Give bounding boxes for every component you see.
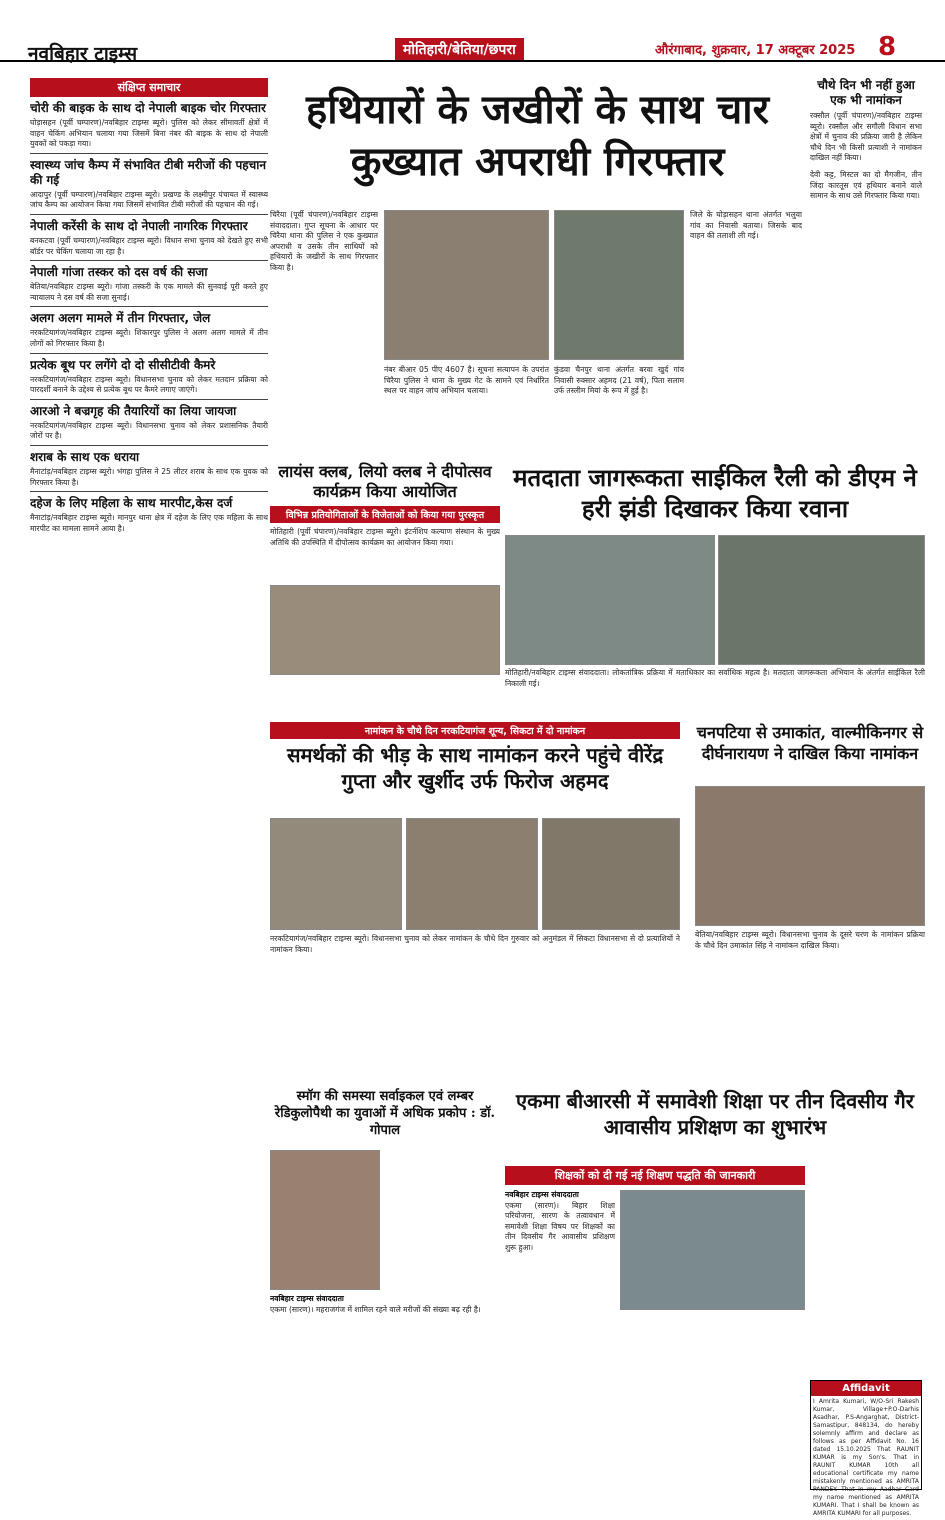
brief-story: [30, 265, 268, 303]
cycle-rally-photo-1: [505, 535, 715, 665]
story-body: नरकटियागंज/नवबिहार टाइम्स ब्यूरो। विधानसभा चुनाव को लेकर प्रशासनिक तैयारी जोरों पर है।: [30, 420, 268, 441]
champatia-headline: चनपटिया से उमाकांत, वाल्मीकिनगर से दीर्घनारायण ने दाखिल किया नामांकन: [696, 723, 924, 763]
cycle-rally-headline-box: [505, 462, 925, 532]
story-body: नरकटियागंज/नवबिहार टाइम्स ब्यूरो। शिकारपुर पुलिस ने अलग अलग मामले में तीन लोगों को गिरफ्तार किया है।: [30, 328, 268, 348]
story-body: मैनाटांड़/नवबिहार टाइम्स ब्यूरो। मानपुर थाना क्षेत्र में दहेज के लिए एक महिला के साथ मारपीट का मामला सामने आया है।: [30, 513, 268, 533]
story-body: बेतिया/नवबिहार टाइम्स ब्यूरो। गांजा तस्करी के एक मामले की सुनवाई पूरी करते हुए न्यायालय ने दस वर्ष की सजा सुनाई।: [30, 282, 268, 302]
story-headline: प्रत्येक बूथ पर लगेंगे दो दो सीसीटीवी कैमरे: [30, 357, 216, 372]
brief-story: [30, 101, 268, 150]
right-story-body: रक्सौल (पूर्वी चंपारण)/नवबिहार टाइम्स ब्यूरो। रक्सौल और सगौली विधान सभा क्षेत्रों में चुनाव की प्रक्रिया जारी है लेकिन चौथे दिन भी किसी प्रत्याशी ने नामांकन दाखिल नहीं किया।: [810, 111, 922, 163]
lions-club-story: [270, 462, 500, 582]
champatia-body: बेतिया/नवबिहार टाइम्स ब्यूरो। विधानसभा चुनाव के दूसरे चरण के नामांकन प्रक्रिया के चौथे दिन उमाकांत सिंह ने नामांकन दाखिल किया।: [695, 930, 925, 950]
nomination-body: नरकटियागंज/नवबिहार टाइम्स ब्यूरो। विधानसभा चुनाव को लेकर नामांकन के चौथे दिन गुरुवार को अनुमंडल में सिकटा विधानसभा से दो प्रत्याशियों ने नामांकन किया।: [270, 934, 680, 954]
dateline: औरंगाबाद, शुक्रवार, 17 अक्टूबर 2025: [655, 43, 856, 58]
story-body: आदापुर (पूर्वी चम्पारण)/नवबिहार टाइम्स ब्यूरो। प्रखण्ड के लक्ष्मीपुर पंचायत में स्वास्थ्य जांच कैम्प का आयोजन किया गया जिसमें संभावित टीबी मरीजों की पहचान की गई।: [30, 189, 268, 210]
nomination-photo-2: [406, 818, 538, 930]
story-headline: दहेज के लिए महिला के साथ मारपीट,केस दर्ज: [30, 496, 233, 511]
smog-body: एकमा (सारण)। महराजगंज में शामिल रहने वाले मरीजों की संख्या बढ़ रही है।: [270, 1304, 481, 1314]
lions-club-headline: लायंस क्लब, लियो क्लब ने दीपोत्सव कार्यक्रम किया आयोजित: [278, 462, 492, 501]
smog-byline: नवबिहार टाइम्स संवाददाता: [270, 1294, 344, 1303]
divider: [30, 353, 268, 354]
divider: [30, 306, 268, 307]
story-body: नरकटियागंज/नवबिहार टाइम्स ब्यूरो। विधानसभा चुनाव को लेकर मतदान प्रक्रिया को पारदर्शी बनाने के उद्देश्य से प्रत्येक बूथ पर कैमरे लगाए जाएंगे।: [30, 374, 268, 395]
lead-story-col-4: जिले के घोड़ासहन थाना अंतर्गत भलुवा गांव का निवासी बताया। जिसके बाद वाहन की तलाशी ली गई।: [690, 210, 802, 241]
lead-story-col-3: कुंडवा चैनपुर थाना अंतर्गत बरवा खुर्द गांव निवासी रुक्सार अहमद (21 वर्ष), पिता सलाम उर्फ तस्लीम मियां के रूप में हुई है।: [554, 365, 684, 396]
brief-story: [30, 358, 268, 396]
story-headline: शराब के साथ एक धराया: [30, 449, 140, 464]
lions-club-strap: विभिन्न प्रतियोगिताओं के विजेताओं को किया गया पुरस्कृत: [270, 506, 500, 523]
section-label: मोतिहारी/बेतिया/छपरा: [395, 38, 524, 60]
masthead: [0, 0, 945, 65]
brief-story: [30, 311, 268, 349]
divider: [30, 399, 268, 400]
nomination-photo-3: [542, 818, 680, 930]
champatia-photo: [695, 786, 925, 926]
story-headline: नेपाली गांजा तस्कर को दस वर्ष की सजा: [30, 265, 208, 280]
smog-story: [270, 1294, 500, 1484]
smog-photo: [270, 1150, 380, 1290]
brief-story: [30, 158, 268, 211]
lead-headline: हथियारों के जखीरों के साथ चार कुख्यात अपराधी गिरफ्तार: [305, 86, 770, 185]
divider: [30, 260, 268, 261]
right-story-continued: देवी कट्ट, मिस्टल का दो मैगजीन, तीन जिंदा कारतूस एवं हथियार बनाने वाले सामान के साथ उसे गिरफ्तार किया गया।: [810, 169, 922, 201]
brief-news-label: संक्षिप्त समाचार: [30, 78, 268, 97]
lead-story-col-2: नंबर बीआर 05 पीए 4607 है। सूचना सत्यापन के उपरांत चिरैया पुलिस ने थाना के मुख्य गेट के सामने एवं निर्धारित स्थल पर वाहन जांच अभियान चलाया।: [384, 365, 549, 396]
right-story-headline: चौथे दिन भी नहीं हुआ एक भी नामांकन: [817, 78, 915, 107]
affidavit-body: I Amrita Kumari, W/O-Sri Rakesh Kumar, Village+P.O-Darhis Asadhar, P.S-Angarghat, District-Samastipur, 848134, do hereby solemnly affirm and declare as follows as per Affidavit No. 16 dated 15.10.2025 That RAUNIT KUMAR is my Son's. That in RAUNIT KUMAR 10th all educational certificate my name mistakenly mentioned as AMRITA PANDEY. That in my Aadhar Card my name mentioned as AMRITA KUMARI. That I shall be known as AMRITA KUMARI for all purposes.: [813, 1398, 919, 1517]
story-body: घोड़ासहन (पूर्वी चम्पारण)/नवबिहार टाइम्स ब्यूरो। पुलिस को लेकर सीमावर्ती क्षेत्रों में वाहन चेकिंग अभियान चलाया गया जिसमें बिना नंबर की बाइक के साथ दो नेपाली युवकों को पकड़ा गया।: [30, 118, 268, 149]
cycle-rally-headline: मतदाता जागरूकता साईकिल रैली को डीएम ने हरी झंडी दिखाकर किया रवाना: [513, 463, 917, 523]
story-headline: आरओ ने बज्रगृह की तैयारियों का लिया जायजा: [30, 403, 237, 418]
ekma-headline: एकमा बीआरसी में समावेशी शिक्षा पर तीन दिवसीय गैर आवासीय प्रशिक्षण का शुभारंभ: [516, 1089, 914, 1139]
nomination-photo-1: [270, 818, 402, 930]
divider: [30, 214, 268, 215]
ekma-story: [505, 1190, 615, 1490]
story-body: मैनाटांड़/नवबिहार टाइम्स ब्यूरो। भंगहा पुलिस ने 25 लीटर शराब के साथ एक युवक को गिरफ्तार किया है।: [30, 466, 268, 487]
seized-arms-photo: [554, 210, 684, 360]
story-headline: स्वास्थ्य जांच कैम्प में संभावित टीबी मरीजों की पहचान की गई: [30, 157, 267, 187]
lions-club-body: मोतिहारी (पूर्वी चंपारण)/नवबिहार टाइम्स ब्यूरो। इंटर्नशिप कल्याण संस्थान के मुख्य अतिथि की उपस्थिति में दीपोत्सव कार्यक्रम का आयोजन किया गया।: [270, 527, 500, 547]
brief-story: [30, 404, 268, 442]
newspaper-brand: नवबिहार टाइम्स: [28, 43, 138, 65]
lions-club-photo: [270, 585, 500, 675]
brief-story: [30, 496, 268, 534]
divider: [30, 445, 268, 446]
story-headline: चोरी की बाइक के साथ दो नेपाली बाइक चोर गिरफ्तार: [30, 101, 266, 115]
page-number: 8: [878, 32, 897, 62]
story-body: बनकटवा (पूर्वी चम्पारण)/नवबिहार टाइम्स ब्यूरो। विधान सभा चुनाव को देखते हुए सभी बॉर्डर पर चेकिंग चलाया जा रहा है।: [30, 235, 268, 256]
brief-news-column: [30, 78, 268, 1486]
story-headline: अलग अलग मामले में तीन गिरफ्तार, जेल: [30, 311, 211, 326]
ekma-byline: नवबिहार टाइम्स संवाददाता: [505, 1190, 579, 1199]
nomination-headline: समर्थकों की भीड़ के साथ नामांकन करने पहुंचे वीरेंद्र गुप्ता और खुर्शीद उर्फ फिरोज अहमद: [286, 743, 664, 793]
affidavit-title: Affidavit: [811, 1381, 921, 1396]
smog-headline: स्मॉग की समस्या सर्वाइकल एवं लम्बर रेडिकुलोपैथी का युवाओं में अधिक प्रकोप : डॉ. गोपाल: [274, 1089, 496, 1138]
divider: [30, 491, 268, 492]
story-headline: नेपाली करेंसी के साथ दो नेपाली नागरिक गिरफ्तार: [30, 218, 248, 233]
ekma-photo: [620, 1190, 805, 1310]
lead-story-photo: [384, 210, 549, 360]
cycle-rally-photo-2: [718, 535, 925, 665]
brief-story: [30, 450, 268, 488]
lead-story-col-1: चिरैया (पूर्वी चंपारण)/नवबिहार टाइम्स संवाददाता। गुप्त सूचना के आधार पर चिरैया थाना की पुलिस ने एक कुख्यात अपराधी व उसके तीन साथियों को हथियारों के जखीरों के साथ गिरफ्तार किया है।: [270, 210, 378, 272]
affidavit-notice: [810, 1380, 922, 1517]
brief-story: [30, 219, 268, 257]
nomination-strap: नामांकन के चौथे दिन नरकटियागंज शून्य, सिकटा में दो नामांकन: [270, 722, 680, 739]
ekma-strap: शिक्षकों को दी गई नई शिक्षण पद्धति की जानकारी: [505, 1166, 805, 1185]
cycle-rally-body: मोतिहारी/नवबिहार टाइम्स संवाददाता। लोकतांत्रिक प्रक्रिया में मताधिकार का सर्वाधिक महत्व है। मतदाता जागरूकता अभियान के अंतर्गत साईकिल रैली निकाली गई।: [505, 668, 925, 688]
ekma-body: एकमा (सारण)। बिहार शिक्षा परियोजना, सारण के तत्वावधान में समावेशी शिक्षा विषय पर शिक्षकों का तीन दिवसीय गैर आवासीय प्रशिक्षण शुरू हुआ।: [505, 1200, 615, 1252]
divider: [30, 153, 268, 154]
